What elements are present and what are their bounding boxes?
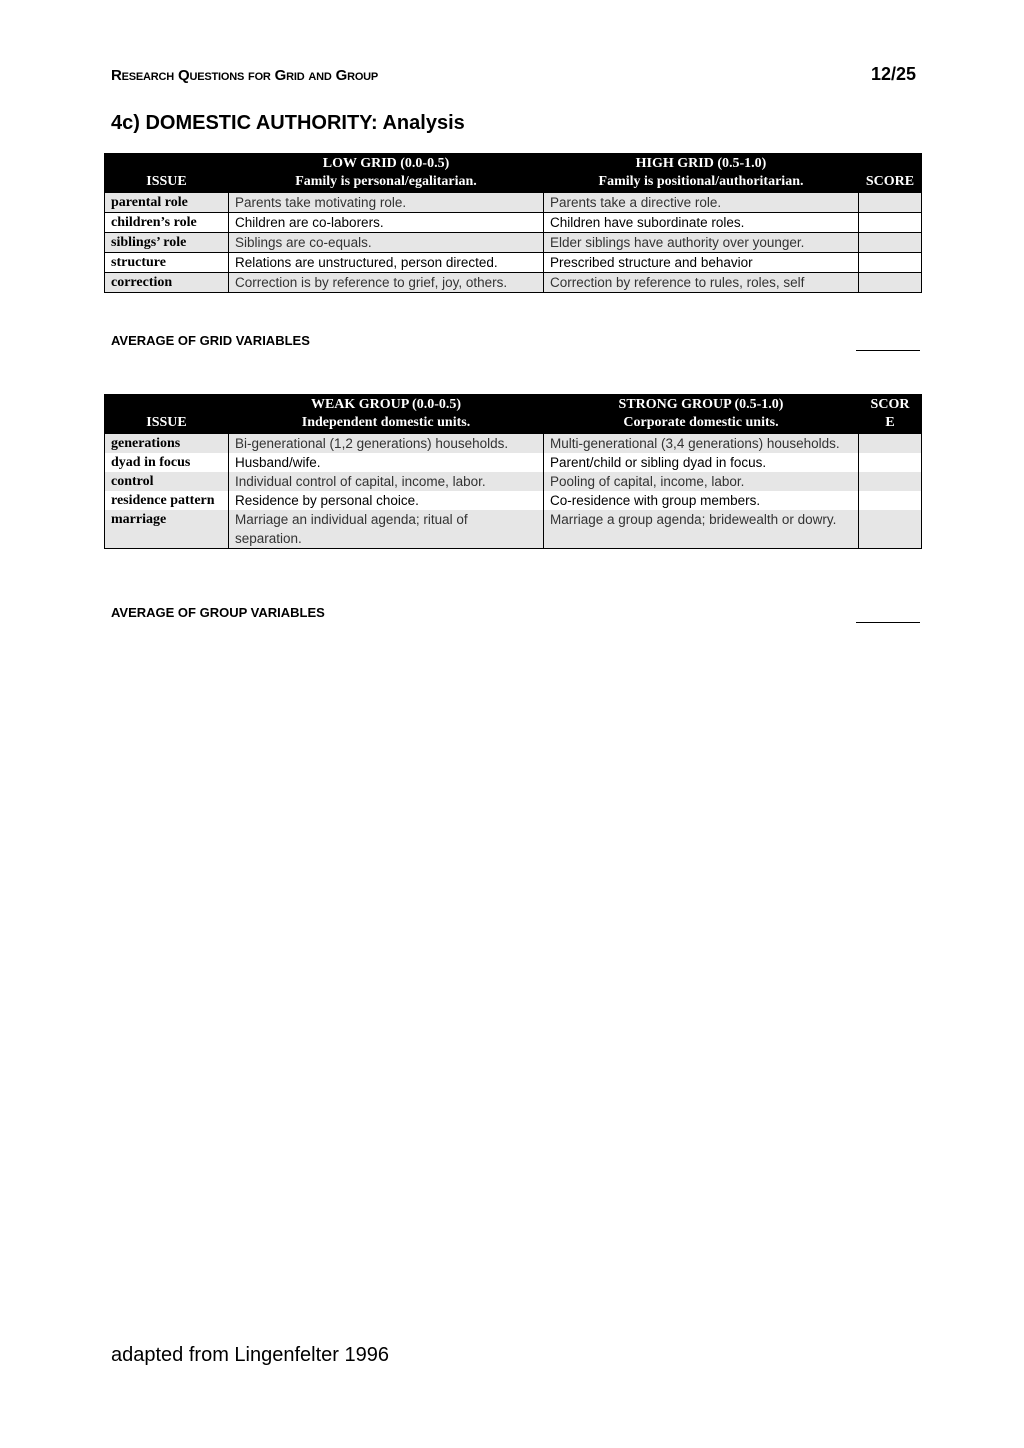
row-strong: Pooling of capital, income, labor. [544, 472, 859, 491]
grid-table [104, 153, 922, 293]
page-header [111, 64, 916, 88]
row-low: Relations are unstructured, person directed. [229, 253, 544, 273]
row-strong: Parent/child or sibling dyad in focus. [544, 453, 859, 472]
row-strong: Co-residence with group members. [544, 491, 859, 510]
col-weak-group-title: WEAK GROUP (0.0-0.5) [310, 397, 462, 412]
col-strong-group-sub: Corporate domestic units. [623, 415, 779, 430]
col-high-grid [544, 154, 859, 193]
row-issue: siblings’ role [105, 233, 229, 253]
row-issue: correction [105, 273, 229, 293]
col-score: SCORE [859, 154, 922, 193]
table-row [105, 510, 922, 549]
group-average-line[interactable] [856, 622, 920, 623]
col-low-grid-title: LOW GRID (0.0-0.5) [322, 156, 450, 171]
col-low-grid [229, 154, 544, 193]
row-low: Parents take motivating role. [229, 193, 544, 213]
col-strong-group-title: STRONG GROUP (0.5-1.0) [618, 397, 784, 412]
row-high: Children have subordinate roles. [544, 213, 859, 233]
table-row [105, 434, 922, 454]
footer-citation: adapted from Lingenfelter 1996 [111, 1344, 389, 1366]
score-cell[interactable] [859, 510, 922, 549]
col-score [859, 395, 922, 434]
score-cell[interactable] [859, 253, 922, 273]
row-issue: marriage [105, 510, 229, 549]
col-weak-group [229, 395, 544, 434]
group-table [104, 394, 922, 549]
row-weak: Husband/wife. [229, 453, 544, 472]
row-issue: dyad in focus [105, 453, 229, 472]
row-issue: structure [105, 253, 229, 273]
col-issue: ISSUE [105, 154, 229, 193]
page-number: 12/25 [870, 64, 916, 84]
row-strong: Marriage a group agenda; bridewealth or dowry. [544, 510, 859, 549]
table-row [105, 472, 922, 491]
row-issue: generations [105, 434, 229, 454]
row-high: Correction by reference to rules, roles, self [544, 273, 859, 293]
group-average-label: AVERAGE OF GROUP VARIABLES [111, 605, 325, 620]
table-row [105, 233, 922, 253]
col-high-grid-title: HIGH GRID (0.5-1.0) [635, 156, 767, 171]
score-cell[interactable] [859, 273, 922, 293]
row-weak: Individual control of capital, income, labor. [229, 472, 544, 491]
row-low: Children are co-laborers. [229, 213, 544, 233]
score-cell[interactable] [859, 453, 922, 472]
table-row [105, 453, 922, 472]
col-issue: ISSUE [105, 395, 229, 434]
table-row [105, 273, 922, 293]
table-row [105, 253, 922, 273]
row-weak: Bi-generational (1,2 generations) households. [229, 434, 544, 454]
row-low: Correction is by reference to grief, joy, others. [229, 273, 544, 293]
score-cell[interactable] [859, 193, 922, 213]
col-strong-group [544, 395, 859, 434]
col-low-grid-sub: Family is personal/egalitarian. [295, 174, 477, 189]
col-score-b: E [885, 415, 895, 430]
row-issue: parental role [105, 193, 229, 213]
score-cell[interactable] [859, 472, 922, 491]
row-issue: residence pattern [105, 491, 229, 510]
row-high: Parents take a directive role. [544, 193, 859, 213]
row-weak: Marriage an individual agenda; ritual of separation. [229, 510, 544, 549]
score-cell[interactable] [859, 233, 922, 253]
score-cell[interactable] [859, 213, 922, 233]
table-row [105, 213, 922, 233]
score-cell[interactable] [859, 491, 922, 510]
row-high: Prescribed structure and behavior [544, 253, 859, 273]
grid-average-label: AVERAGE OF GRID VARIABLES [111, 333, 310, 348]
col-score-a: SCOR [870, 397, 910, 412]
section-title: 4c) DOMESTIC AUTHORITY: Analysis [111, 112, 465, 134]
row-high: Elder siblings have authority over younger. [544, 233, 859, 253]
row-low: Siblings are co-equals. [229, 233, 544, 253]
row-strong: Multi-generational (3,4 generations) households. [544, 434, 859, 454]
row-issue: children’s role [105, 213, 229, 233]
group-table-header [105, 395, 922, 434]
grid-table-header [105, 154, 922, 193]
col-weak-group-sub: Independent domestic units. [301, 415, 471, 430]
document-title: Research Questions for Grid and Group [111, 67, 379, 84]
table-row [105, 491, 922, 510]
table-row [105, 193, 922, 213]
col-high-grid-sub: Family is positional/authoritarian. [598, 174, 804, 189]
row-weak: Residence by personal choice. [229, 491, 544, 510]
grid-average-line[interactable] [856, 350, 920, 351]
score-cell[interactable] [859, 434, 922, 454]
row-issue: control [105, 472, 229, 491]
